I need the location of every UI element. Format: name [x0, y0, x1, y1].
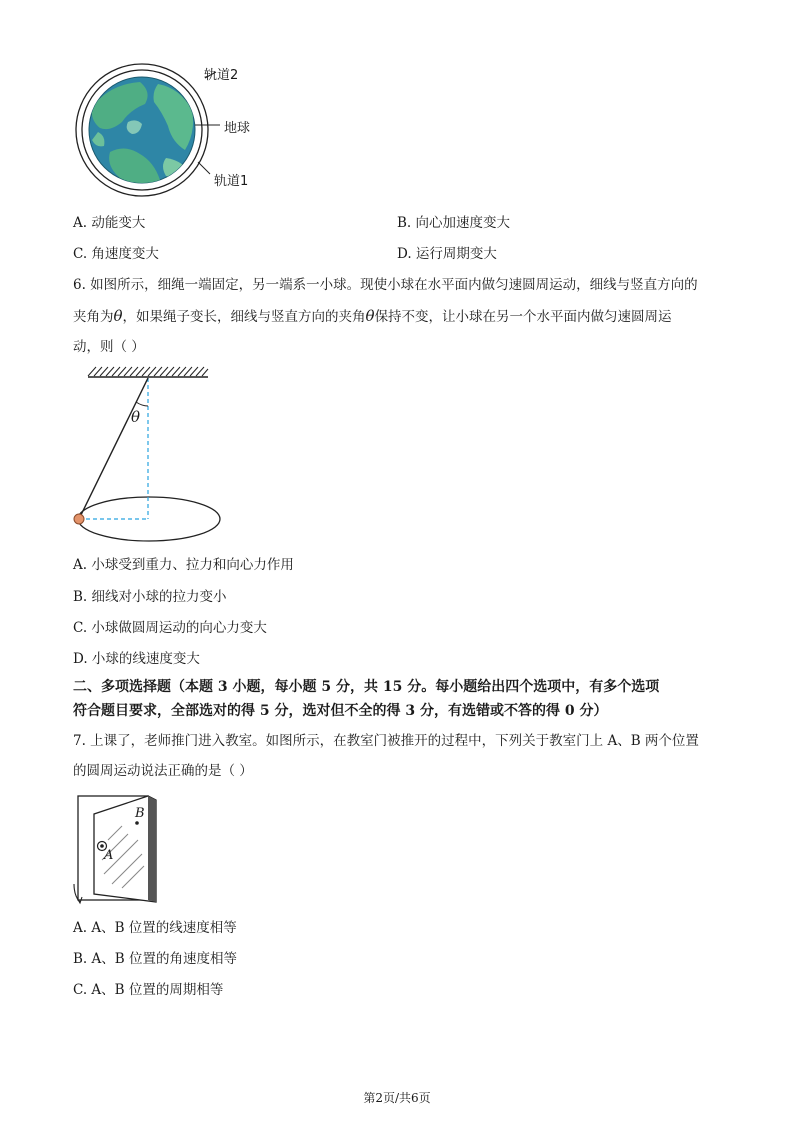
theta-symbol: θ	[365, 307, 375, 325]
q5-option-c: C. 角速度变大	[73, 246, 159, 262]
conical-pendulum-diagram	[70, 364, 230, 542]
point-a-label: A	[104, 848, 114, 863]
pendulum-figure	[70, 364, 230, 542]
q5-option-a: A. 动能变大	[73, 215, 146, 231]
orbit-2-label: 轨道2	[204, 68, 239, 83]
q6-option-a: A. 小球受到重力、拉力和向心力作用	[73, 557, 294, 573]
q7-stem-line2: 的圆周运动说法正确的是（ ）	[73, 763, 253, 779]
q6-option-d: D. 小球的线速度变大	[73, 651, 200, 667]
q7-option-c: C. A、B 位置的周期相等	[73, 982, 224, 998]
swing-arrow	[74, 884, 80, 902]
q7-stem-line1: 7. 上课了，老师推门进入教室。如图所示，在教室门被推开的过程中，下列关于教室门上 A、B 两个位置	[73, 733, 699, 749]
door-figure	[64, 790, 174, 910]
theta-symbol: θ	[113, 307, 123, 325]
point-b-marker	[135, 821, 139, 825]
q6-stem-line1: 6. 如图所示，细绳一端固定，另一端系一小球。现使小球在水平面内做匀速圆周运动，细线与竖直方向的	[73, 277, 698, 293]
orbit-1-label: 轨道1	[214, 174, 249, 189]
door-diagram	[64, 790, 174, 910]
q5-option-d: D. 运行周期变大	[397, 246, 497, 262]
q6-stem-line3: 动，则（ ）	[73, 339, 145, 355]
section2-heading-line1: 二、多项选择题（本题 3 小题，每小题 5 分，共 15 分。每小题给出四个选项中，有多个选项	[73, 679, 660, 695]
page-number: 第2页/共6页	[363, 1091, 431, 1105]
q7-option-b: B. A、B 位置的角速度相等	[73, 951, 237, 967]
ball	[74, 514, 84, 524]
q6-option-c: C. 小球做圆周运动的向心力变大	[73, 620, 267, 636]
orbit-figure	[70, 62, 270, 202]
point-b-label: B	[135, 806, 145, 821]
q6-stem-line2: 夹角为θ，如果绳子变长，细线与竖直方向的夹角θ保持不变，让小球在另一个水平面内做匀速圆周运	[73, 307, 672, 325]
section2-heading-line2: 符合题目要求，全部选对的得 5 分，选对但不全的得 3 分，有选错或不答的得 0 分）	[73, 703, 608, 719]
q7-option-a: A. A、B 位置的线速度相等	[73, 920, 237, 936]
earth-label: 地球	[224, 121, 251, 136]
q5-option-b: B. 向心加速度变大	[397, 215, 511, 231]
circular-path	[78, 497, 220, 541]
q6-option-b: B. 细线对小球的拉力变小	[73, 589, 227, 605]
theta-angle-label: θ	[131, 408, 141, 426]
